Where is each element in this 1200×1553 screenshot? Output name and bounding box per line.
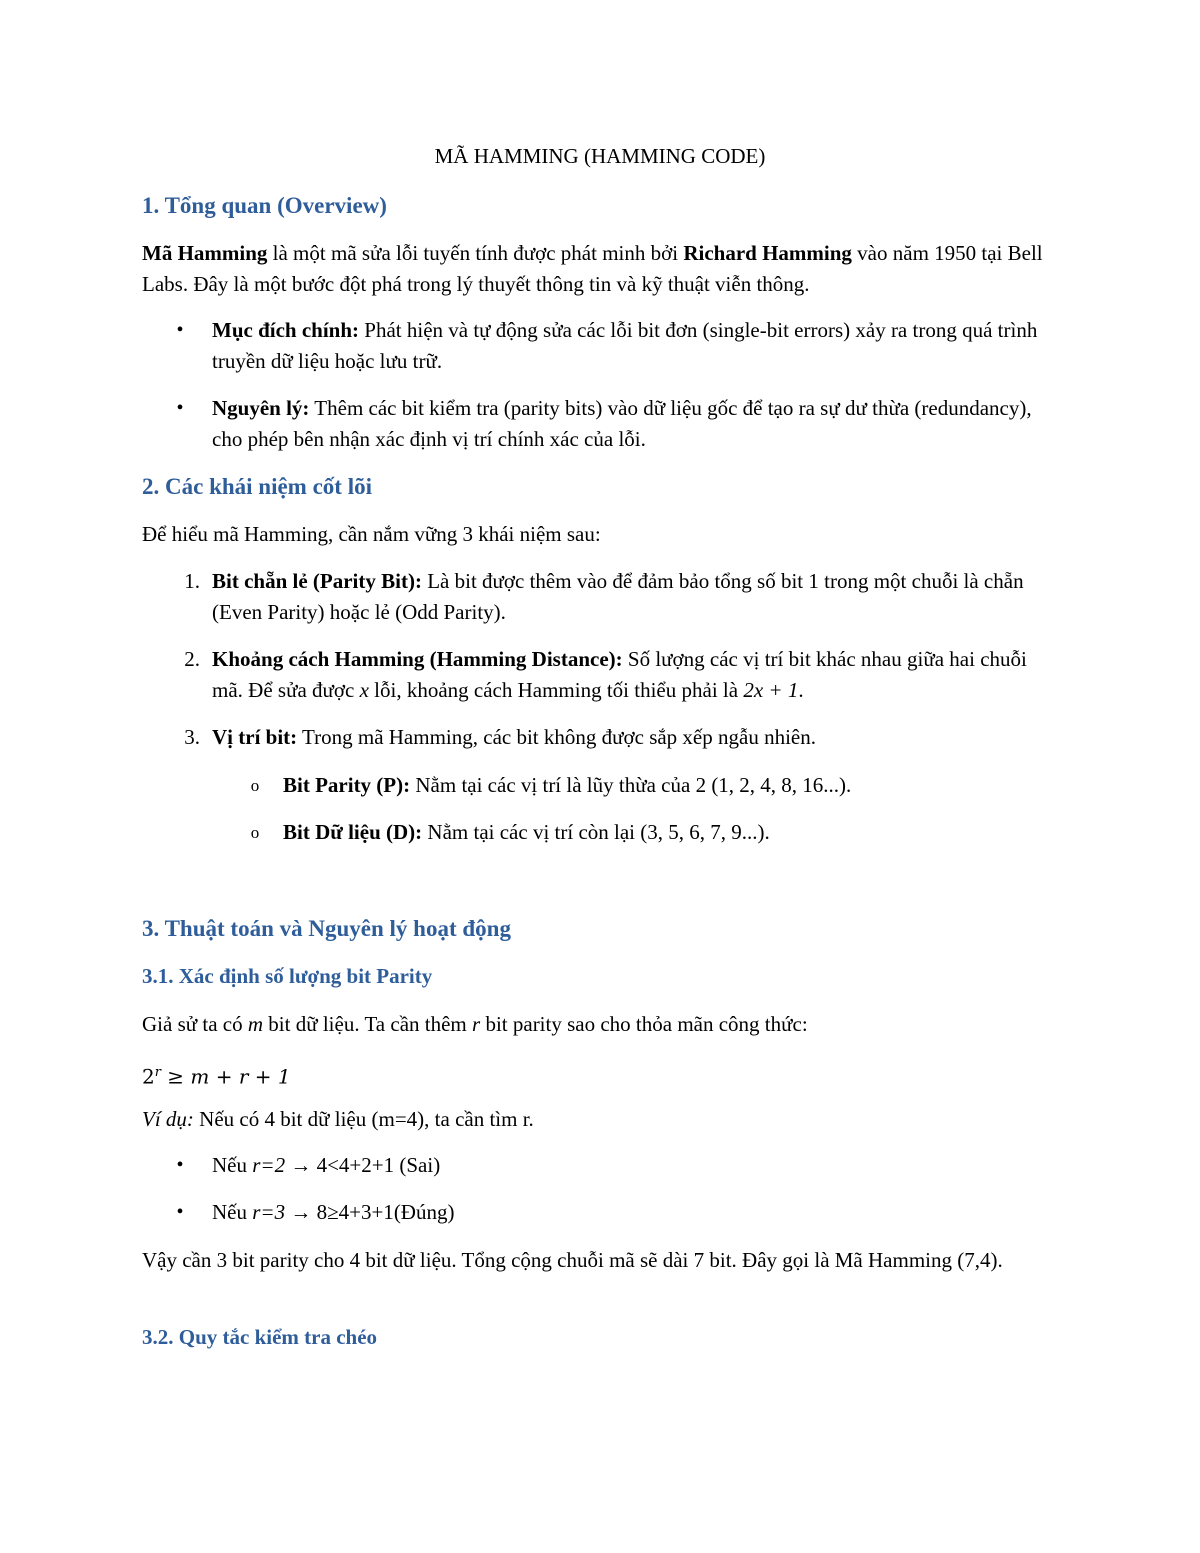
section-2-heading: 2. Các khái niệm cốt lõi bbox=[142, 474, 372, 499]
bullet-main-purpose: Mục đích chính: Phát hiện và tự động sửa các lỗi bit đơn (single-bit errors) xảy ra trong quá trình truyền dữ liệu hoặc lưu trữ. bbox=[212, 318, 1038, 373]
list-number: 2. bbox=[184, 647, 200, 671]
document-title: MÃ HAMMING (HAMMING CODE) bbox=[434, 144, 766, 168]
section-3-heading: 3. Thuật toán và Nguyên lý hoạt động bbox=[142, 916, 511, 941]
section-2-intro: Để hiểu mã Hamming, cần nắm vững 3 khái niệm sau: bbox=[142, 522, 601, 546]
term-hamming-code: Mã Hamming bbox=[142, 241, 268, 265]
term-richard-hamming: Richard Hamming bbox=[683, 241, 852, 265]
section-1-intro: Mã Hamming là một mã sửa lỗi tuyến tính được phát minh bởi Richard Hamming vào năm 1950 tại Bell Labs. Đây là một bước đột phá trong lý thuyết thông tin và kỹ thuật viễn thông. bbox=[142, 241, 1043, 296]
bullet-marker: • bbox=[176, 1201, 184, 1223]
item-bit-position: Vị trí bit: Trong mã Hamming, các bit không được sắp xếp ngẫu nhiên. bbox=[212, 725, 816, 749]
section-3-1-intro: Giả sử ta có m bit dữ liệu. Ta cần thêm r bit parity sao cho thỏa mãn công thức: bbox=[142, 1012, 808, 1036]
sub-item-parity-positions: Bit Parity (P): Nằm tại các vị trí là lũy thừa của 2 (1, 2, 4, 8, 16...). bbox=[283, 773, 852, 797]
sub-item-data-positions: Bit Dữ liệu (D): Nằm tại các vị trí còn lại (3, 5, 6, 7, 9...). bbox=[283, 820, 770, 844]
section-1-heading: 1. Tổng quan (Overview) bbox=[142, 193, 387, 218]
example-paragraph: Ví dụ: Nếu có 4 bit dữ liệu (m=4), ta cần tìm r. bbox=[142, 1107, 534, 1131]
section-3-2-heading: 3.2. Quy tắc kiểm tra chéo bbox=[142, 1325, 378, 1349]
parity-formula: $2^r \ge m + r + 1$ bbox=[142, 1064, 291, 1089]
item-parity-bit: Bit chẵn lẻ (Parity Bit): Là bit được thêm vào để đảm bảo tổng số bit 1 trong một chuỗi là chẵn (Even Parity) hoặc lẻ (Odd Parity). bbox=[212, 569, 1024, 624]
section-3-1-heading: 3.1. Xác định số lượng bit Parity bbox=[142, 964, 433, 988]
example-r2: Nếu r=2 → 4<4+2+1 (Sai) bbox=[212, 1153, 441, 1177]
bullet-marker: • bbox=[176, 319, 184, 341]
example-r3: Nếu r=3 → 8≥4+3+1(Đúng) bbox=[212, 1200, 455, 1224]
sub-bullet-marker: o bbox=[250, 776, 260, 795]
bullet-marker: • bbox=[176, 397, 184, 419]
sub-bullet-marker: o bbox=[250, 823, 260, 842]
item-hamming-distance: Khoảng cách Hamming (Hamming Distance): Số lượng các vị trí bit khác nhau giữa hai chuỗi mã. Để sửa được x lỗi, khoảng cách Hamming tối thiểu phải là 2x + 1. bbox=[212, 647, 1027, 702]
list-number: 3. bbox=[184, 725, 200, 749]
list-number: 1. bbox=[184, 569, 200, 593]
bullet-marker: • bbox=[176, 1154, 184, 1176]
section-3-1-conclusion: Vậy cần 3 bit parity cho 4 bit dữ liệu. Tổng cộng chuỗi mã sẽ dài 7 bit. Đây gọi là Mã Hamming (7,4). bbox=[142, 1248, 1003, 1272]
bullet-principle: Nguyên lý: Thêm các bit kiểm tra (parity bits) vào dữ liệu gốc để tạo ra sự dư thừa (redundancy), cho phép bên nhận xác định vị trí chính xác của lỗi. bbox=[212, 396, 1032, 451]
